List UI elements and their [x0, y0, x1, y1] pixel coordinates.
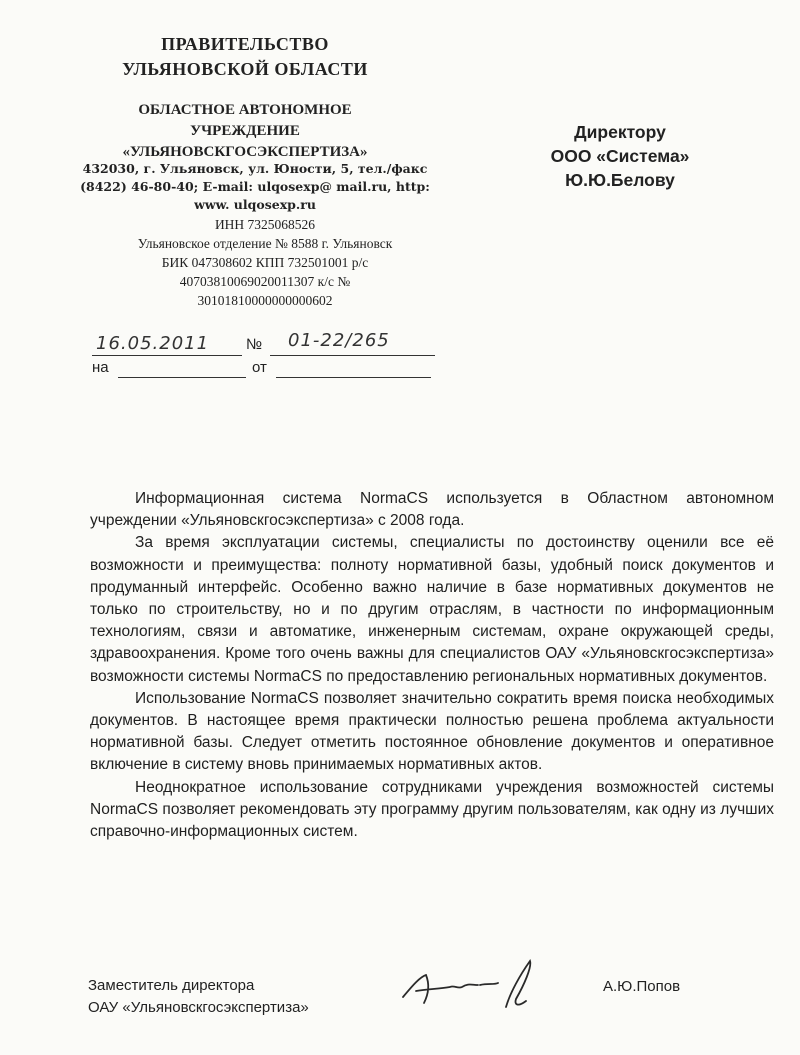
signatory-title-line-1: Заместитель директора	[88, 977, 255, 994]
institution-line-3: «УЛЬЯНОВСКГОСЭКСПЕРТИЗА»	[122, 144, 368, 160]
institution-line-2: УЧРЕЖДЕНИЕ	[190, 123, 300, 139]
number-label: №	[246, 336, 263, 353]
bank-line-3: 40703810069020011307 к/с №	[179, 274, 351, 289]
addressee-block	[510, 120, 730, 192]
addressee-line-1: Директору	[574, 122, 666, 142]
address-line-2: (8422) 46-80-40; E-mail: ulqosexp@ mail.ru, http:	[80, 179, 430, 194]
signatory-title-line-2: ОАУ «Ульяновскгосэкспертиза»	[88, 999, 309, 1016]
addressee-line-3: Ю.Ю.Белову	[565, 170, 675, 190]
government-line-2: УЛЬЯНОВСКОЙ ОБЛАСТИ	[122, 59, 368, 79]
signatory-title	[88, 975, 309, 1019]
letter-body	[90, 488, 774, 843]
government-line-1: ПРАВИТЕЛЬСТВО	[161, 34, 329, 54]
from-underline	[276, 377, 431, 378]
addressee-line-2: ООО «Система»	[550, 146, 690, 166]
on-label: на	[92, 359, 109, 376]
paragraph-1: Информационная система NormaCS используется в Областном автономном учреждении «Ульяновскгосэкспертиза» с 2008 года.	[90, 490, 774, 530]
bank-line-4: 30101810000000000602	[197, 293, 333, 308]
handwritten-signature	[398, 955, 548, 1015]
bank-line-2: БИК 047308602 КПП 732501001 р/с	[161, 255, 369, 270]
bank-details	[95, 215, 435, 310]
from-label: от	[252, 359, 267, 376]
institution-address	[75, 160, 435, 214]
government-header	[60, 32, 430, 82]
paragraph-4: Неоднократное использование сотрудниками учреждения возможностей системы NormaCS позволяет рекомендовать эту программу другим пользователям, как одну из лучших справочно-информационных систем.	[90, 778, 774, 841]
signatory-name: А.Ю.Попов	[603, 978, 681, 995]
paragraph-2: За время эксплуатации системы, специалисты по достоинству оценили все её возможности и преимущества: полноту нормативной базы, удобный поиск документов и продуманный интерфейс. Особенно важно наличие в базе нормативных документов не только по строительству, но и по другим отраслям, в частности по информационным технологиям, связи и автоматике, инженерным системам, охране окружающей среды, здравоохранения. Кроме того очень важны для специалистов ОАУ «Ульяновскгосэкспертиза» возможности системы NormaCS по предоставлению региональных нормативных документов.	[90, 534, 774, 685]
date-underline	[92, 355, 242, 356]
on-underline	[118, 377, 246, 378]
inn-line: ИНН 7325068526	[214, 217, 316, 232]
bank-line-1: Ульяновское отделение № 8588 г. Ульяновск	[137, 236, 393, 251]
registration-number: 01-22/265	[288, 330, 390, 351]
address-line-3: www. ulqosexp.ru	[194, 197, 316, 212]
paragraph-3: Использование NormaCS позволяет значительно сократить время поиска необходимых документов. В настоящее время практически полностью решена проблема актуальности нормативной базы. Следует отметить постоянное обновление документов и оперативное включение в систему вновь принимаемых нормативных актов.	[90, 689, 774, 774]
institution-header	[60, 100, 430, 163]
registration-date: 16.05.2011	[96, 333, 210, 354]
address-line-1: 432030, г. Ульяновск, ул. Юности, 5, тел./факс	[82, 161, 428, 176]
institution-line-1: ОБЛАСТНОЕ АВТОНОМНОЕ	[138, 102, 352, 118]
number-underline	[270, 355, 435, 356]
